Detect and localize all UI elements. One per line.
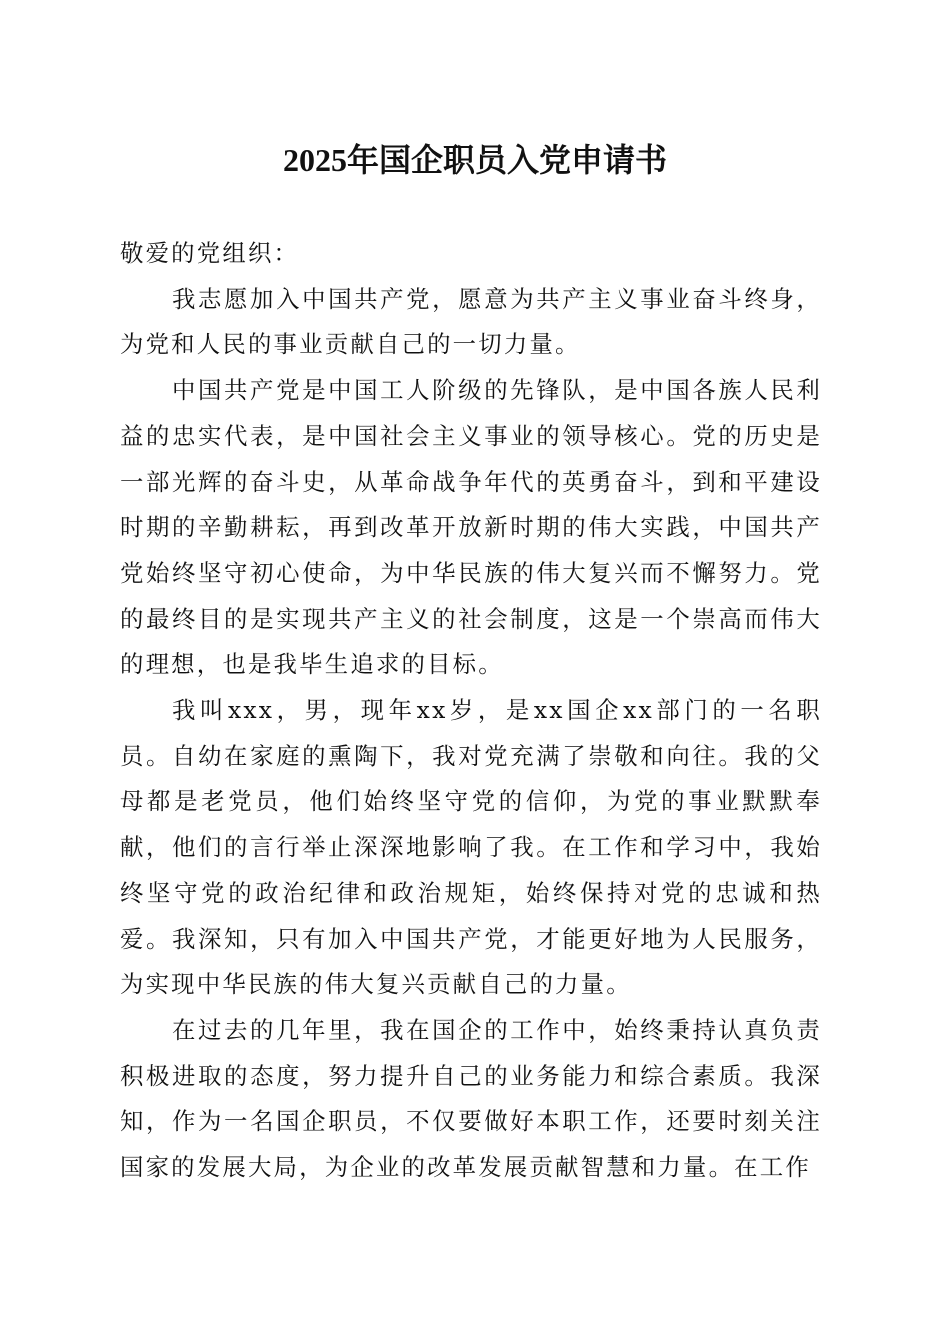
paragraph-intent: 我志愿加入中国共产党，愿意为共产主义事业奋斗终身，为党和人民的事业贡献自己的一切力量。 <box>120 284 822 359</box>
paragraph-party-history: 中国共产党是中国工人阶级的先锋队，是中国各族人民利益的忠实代表，是中国社会主义事业的领导核心。党的历史是一部光辉的奋斗史，从革命战争年代的英勇奋斗，到和平建设时期的辛勤耕耘，再到改革开放新时期的伟大实践，中国共产党始终坚守初心使命，为中华民族的伟大复兴而不懈努力。党的最终目的是实现共产主义的社会制度，这是一个崇高而伟大的理想，也是我毕生追求的目标。 <box>120 376 822 679</box>
document-body <box>120 231 822 1191</box>
salutation: 敬爱的党组织： <box>120 239 300 267</box>
paragraph-work-experience: 在过去的几年里，我在国企的工作中，始终秉持认真负责积极进取的态度，努力提升自己的业务能力和综合素质。我深知，作为一名国企职员，不仅要做好本职工作，还要时刻关注国家的发展大局，为企业的改革发展贡献智慧和力量。在工作 <box>120 1015 822 1182</box>
paragraph-personal-background: 我叫xxx，男，现年xx岁，是xx国企xx部门的一名职员。自幼在家庭的熏陶下，我对党充满了崇敬和向往。我的父母都是老党员，他们始终坚守党的信仰，为党的事业默默奉献，他们的言行举止深深地影响了我。在工作和学习中，我始终坚守党的政治纪律和政治规矩，始终保持对党的忠诚和热爱。我深知，只有加入中国共产党，才能更好地为人民服务，为实现中华民族的伟大复兴贡献自己的力量。 <box>120 696 822 999</box>
document-title: 2025年国企职员入党申请书 <box>282 142 667 178</box>
